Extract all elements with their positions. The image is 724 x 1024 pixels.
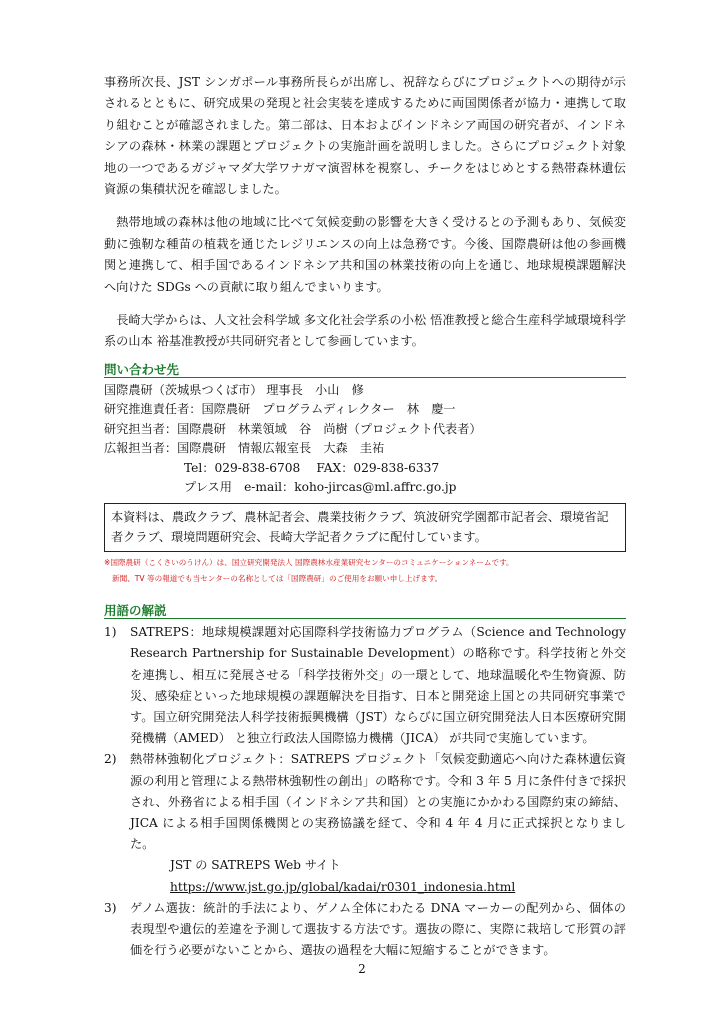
body-paragraph-3: 長崎大学からは、人文社会科学域 多文化社会学系の小松 悟准教授と総合生産科学域環境科学系の山本 裕基准教授が共同研究者として参画しています。 (104, 313, 626, 349)
glossary-section-header (104, 600, 626, 618)
name-note-line-2: 新聞、TV 等の報道でも当センターの名称としては「国際農研」のご使用をお願い申し上げます。 (112, 574, 443, 584)
distribution-box: 本資料は、農政クラブ、農林記者会、農業技術クラブ、筑波研究学園都市記者会、環境省記者クラブ、環境問題研究会、長崎大学記者クラブに配付しています。 (104, 503, 626, 552)
document-page (104, 72, 626, 961)
contact-heading: 問い合わせ先 (104, 361, 180, 377)
glossary-item (104, 898, 626, 962)
contact-line-research-lead: 研究推進責任者：国際農研 プログラムディレクター 林 慶一 (104, 402, 456, 417)
glossary-item-text: SATREPS：地球規模課題対応国際科学技術協力プログラム（Science and Technology Research Partnership for Sustainable Development）の略称です。科学技術と外交を連携し、相互に発展させる「科学技術外交」の一環として、地球温暖化や生物資源、防災、感染症といった地球規模の課題解決を目指す、日本と開発途上国との共同研究事業です。国立研究開発法人科学技術振興機構（JST）ならびに国立研究開発法人日本医療研究開発機構（AMED） と独立行政法人国際協力機構（JICA） が共同で実施しています。 (130, 625, 626, 746)
contact-email[interactable]: プレス用 e-mail：koho-jircas@ml.affrc.go.jp (184, 479, 457, 494)
contact-tel-fax: Tel：029-838-6708 FAX：029-838-6337 (184, 460, 440, 475)
glossary-item-number: 2) (104, 752, 117, 767)
glossary-heading-rule (104, 618, 626, 619)
contact-line-researcher: 研究担当者：国際農研 林業領域 谷 尚樹（プロジェクト代表者） (104, 421, 482, 436)
glossary-item (104, 749, 626, 897)
glossary-item-text: ゲノム選抜：統計的手法により、ゲノム全体にわたる DNA マーカーの配列から、個体の表現型や遺伝的差違を予測して選抜する方法です。選抜の際に、実際に栽培して形質の評価を行う必要がないことから、選抜の過程を大幅に短縮することができます。 (130, 900, 626, 958)
glossary-item-number: 3) (104, 900, 117, 915)
contact-line-president: 国際農研（茨城県つくば市） 理事長 小山 修 (104, 382, 364, 397)
contact-line-pr: 広報担当者：国際農研 情報広報室長 大森 圭祐 (104, 441, 385, 456)
glossary-item (104, 622, 626, 749)
glossary-heading: 用語の解説 (104, 603, 167, 619)
body-paragraph-1: 事務所次長、JST シンガポール事務所長らが出席し、祝辞ならびにプロジェクトへの期待が示されるとともに、研究成果の発現と社会実装を達成するために両国関係者が協力・連携して取り組むことが確認されました。第二部は、日本およびインドネシア両国の研究者が、インドネシアの森林・林業の課題とプロジェクトの実施計画を説明しました。さらにプロジェクト対象地の一つであるガジャマダ大学ワナガマ演習林を視察し、チークをはじめとする熱帯森林遺伝資源の集積状況を確認しました。 (104, 75, 626, 197)
contact-section-header (104, 359, 626, 377)
glossary-item-body (130, 749, 626, 897)
page-number: 2 (358, 962, 366, 976)
body-paragraph-2: 熱帯地域の森林は他の地域に比べて気候変動の影響を大きく受けるとの予測もあり、気候変動に強靭な種苗の植栽を通じたレジリエンスの向上は急務です。今後、国際農研は他の参画機関と連携して、相手国であるインドネシア共和国の林業技術の向上を通じ、地球規模課題解決へ向けた SDGs への貢献に取り組んでまいります。 (104, 215, 626, 294)
contact-block (104, 381, 626, 497)
jst-web-link[interactable]: https://www.jst.go.jp/global/kadai/r0301_indonesia.html (170, 879, 516, 894)
jst-web-label: JST の SATREPS Web サイト (170, 858, 341, 873)
glossary-item-number: 1) (104, 625, 117, 640)
contact-heading-rule (104, 377, 626, 378)
glossary-item-text: 熱帯林強靭化プロジェクト：SATREPS プロジェクト「気候変動適応へ向けた森林遺伝資源の利用と管理による熱帯林強靭性の創出」の略称です。令和 3 年 5 月に条件付きで採択され、外務省による相手国（インドネシア共和国）との実施にかかわる国際約束の締結、JICA による相手国関係機関との実務協議を経て、令和 4 年 4 月に正式採択となりました。 (130, 752, 627, 852)
name-note-line-1: ※国際農研（こくさいのうけん）は、国立研究開発法人 国際農林水産業研究センターのコミュニケーションネームです。 (104, 558, 514, 568)
